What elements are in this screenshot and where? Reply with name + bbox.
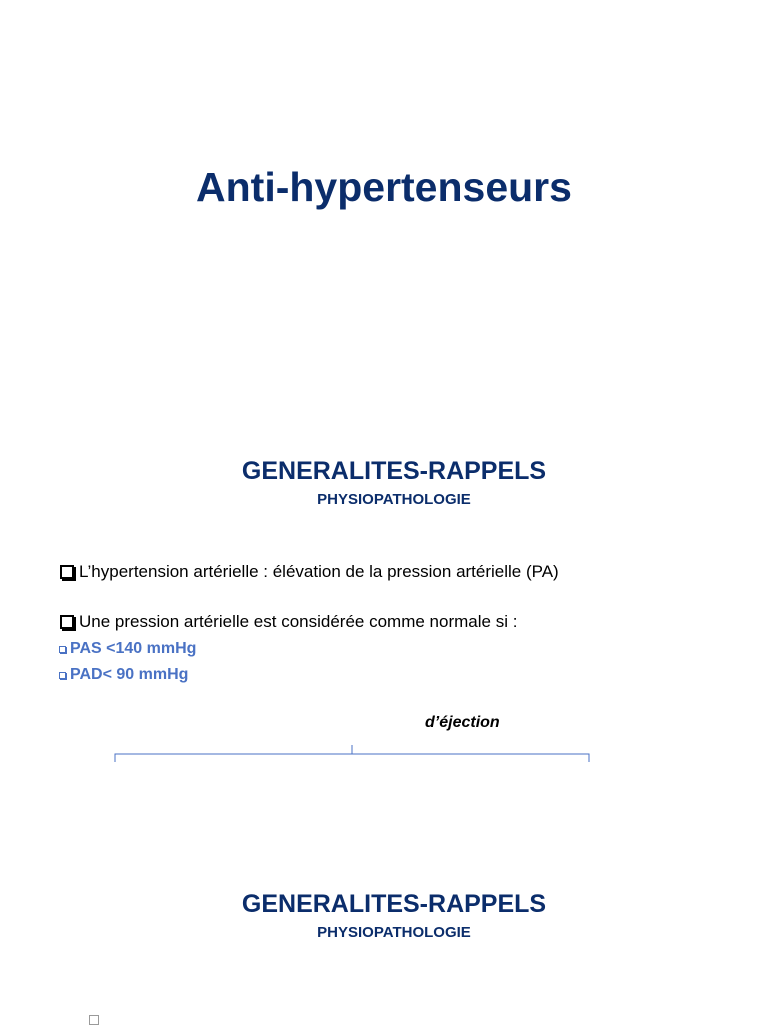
brace-label: d’éjection (425, 714, 500, 731)
bullet-text: Une pression artérielle est considérée comme normale si : (79, 612, 518, 631)
square-bullet-icon (59, 672, 66, 679)
bullet-item-2 (60, 612, 517, 632)
horizontal-brace (114, 744, 594, 766)
bullet-text: L’hypertension artérielle : élévation de la pression artérielle (PA) (79, 562, 559, 581)
section-subheading-1: PHYSIOPATHOLOGIE (317, 491, 471, 508)
bullet-item-1 (60, 562, 559, 582)
section-heading-2: GENERALITES-RAPPELS (241, 890, 547, 918)
sub-bullet-text: PAD< 90 mmHg (70, 666, 189, 683)
section-heading-1: GENERALITES-RAPPELS (241, 457, 547, 485)
document-title: Anti-hypertenseurs (196, 164, 572, 210)
checkbox-bullet-icon (60, 615, 74, 629)
section-subheading-2: PHYSIOPATHOLOGIE (317, 924, 471, 941)
sub-bullet-item-1 (59, 640, 196, 658)
square-bullet-icon (59, 646, 66, 653)
sub-bullet-item-2 (59, 666, 188, 684)
sub-bullet-text: PAS <140 mmHg (70, 640, 197, 657)
checkbox-bullet-icon (60, 565, 74, 579)
